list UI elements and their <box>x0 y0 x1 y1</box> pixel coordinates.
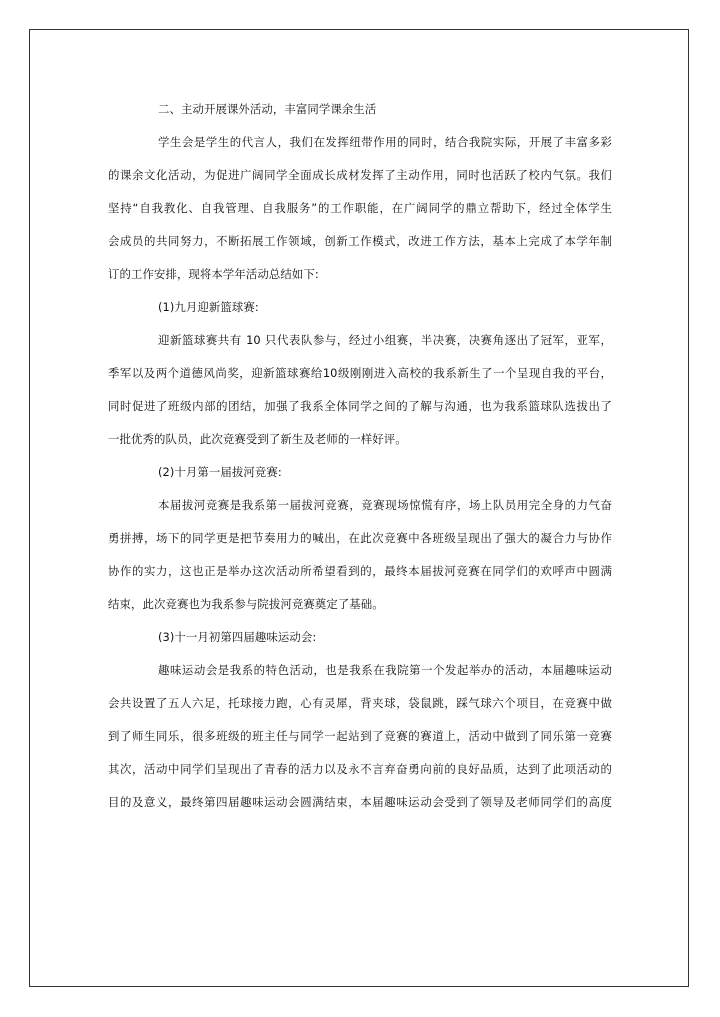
paragraph-line: 会共设置了五人六足，托球接力跑，心有灵犀，背夹球，袋鼠跳，踩气球六个项目，在竞赛中做 <box>108 696 612 710</box>
item-heading-fun-games: (3)十一月初第四届趣味运动会: <box>158 630 317 644</box>
paragraph-line: 勇拼搏，场下的同学更是把节奏用力的喊出，在此次竞赛中各班级呈现出了强大的凝合力与协作 <box>108 531 612 545</box>
section-heading: 二、主动开展课外活动，丰富同学课余生活 <box>158 102 377 116</box>
paragraph-line: 同时促进了班级内部的团结，加强了我系全体同学之间的了解与沟通，也为我系篮球队选拔出了 <box>108 399 612 413</box>
paragraph-line: 协作的实力，这也正是举办这次活动所希望看到的，最终本届拔河竞赛在同学们的欢呼声中圆满 <box>108 564 612 578</box>
paragraph-line: 迎新篮球赛共有 10 只代表队参与，经过小组赛，半决赛，决赛角逐出了冠军，亚军， <box>158 333 612 347</box>
item-heading-tug-of-war: (2)十月第一届拔河竞赛: <box>158 465 282 479</box>
document-body <box>108 93 612 819</box>
paragraph-line: 到了师生同乐，很多班级的班主任与同学一起站到了竞赛的赛道上，活动中做到了同乐第一竞赛 <box>108 729 612 743</box>
paragraph-line: 趣味运动会是我系的特色活动，也是我系在我院第一个发起举办的活动，本届趣味运动 <box>158 663 612 677</box>
paragraph-line: 季军以及两个道德风尚奖，迎新篮球赛给10级刚刚进入高校的我系新生了一个呈现自我的平台， <box>108 366 612 380</box>
item-heading-basketball: (1)九月迎新篮球赛: <box>158 300 259 314</box>
paragraph-line: 目的及意义，最终第四届趣味运动会圆满结束，本届趣味运动会受到了领导及老师同学们的高度 <box>108 795 612 809</box>
paragraph-line: 学生会是学生的代言人，我们在发挥纽带作用的同时，结合我院实际，开展了丰富多彩 <box>158 135 612 149</box>
paragraph-line: 订的工作安排，现将本学年活动总结如下: <box>108 267 319 281</box>
paragraph-line: 其次，活动中同学们呈现出了青春的活力以及永不言弃奋勇向前的良好品质，达到了此项活动的 <box>108 762 612 776</box>
paragraph-line: 坚持“自我教化、自我管理、自我服务”的工作职能，在广阔同学的鼎立帮助下，经过全体学生 <box>108 201 612 215</box>
paragraph-line: 会成员的共同努力，不断拓展工作领域，创新工作模式，改进工作方法，基本上完成了本学年制 <box>108 234 612 248</box>
paragraph-line: 一批优秀的队员，此次竞赛受到了新生及老师的一样好评。 <box>108 432 407 446</box>
paragraph-line: 结束，此次竞赛也为我系参与院拔河竞赛奠定了基础。 <box>108 597 384 611</box>
paragraph-line: 本届拔河竞赛是我系第一届拔河竞赛，竞赛现场惊慌有序，场上队员用完全身的力气奋 <box>158 498 612 512</box>
paragraph-line: 的课余文化活动，为促进广阔同学全面成长成材发挥了主动作用，同时也活跃了校内气氛。我们 <box>108 168 612 182</box>
